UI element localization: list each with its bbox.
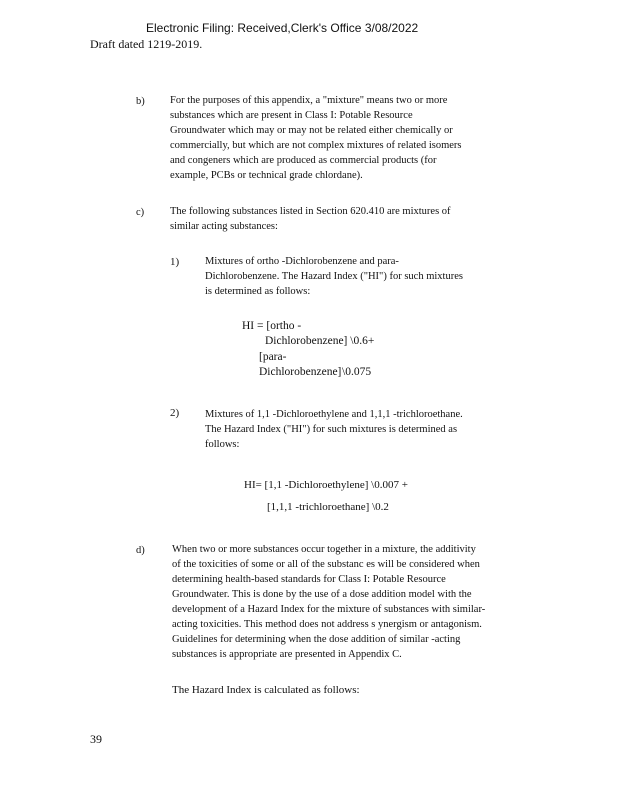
text-line: follows: [205,439,240,450]
text-line: determining health-based standards for Class I: Potable Resource [172,574,446,585]
text-line: acting toxicities. This method does not address s ynergism or antagonism. [172,619,482,630]
item-b-text [170,93,461,183]
formula-1-line-3: [para- [259,351,287,363]
closing-sentence: The Hazard Index is calculated as follows: [172,684,360,696]
formula-2-line-1: HI= [1,1 -Dichloroethylene] \0.007 + [244,479,408,491]
formula-1-line-2: Dichlorobenzene] \0.6+ [265,335,375,347]
text-line: Groundwater. This is done by the use of a dose addition model with the [172,589,472,600]
item-d-label: d) [136,545,145,556]
item-c-label: c) [136,207,145,218]
subitem-2-label: 2) [170,407,180,419]
text-line: Dichlorobenzene. The Hazard Index ("HI") for such mixtures [205,271,463,282]
text-line: substances is appropriate are presented in Appendix C. [172,649,402,660]
text-line: similar acting substances: [170,221,278,232]
subitem-1-label: 1) [170,256,180,268]
text-line: of the toxicities of some or all of the substanc es will be considered when [172,559,480,570]
text-line: The following substances listed in Section 620.410 are mixtures of [170,206,451,217]
text-line: The Hazard Index ("HI") for such mixtures is determined as [205,424,458,435]
text-line: example, PCBs or technical grade chlordane). [170,170,363,181]
text-line: When two or more substances occur together in a mixture, the additivity [172,544,476,555]
text-line: and congeners which are produced as commercial products (for [170,155,437,166]
text-line: Groundwater which may or may not be related either chemically or [170,125,453,136]
formula-1-line-4-divisor: \0.075 [342,366,372,378]
filing-stamp: Electronic Filing: Received,Clerk's Office 3/08/2022 [146,21,419,35]
text-line: Guidelines for determining when the dose addition of similar -acting [172,634,461,645]
formula-2-line-2: [1,1,1 -trichloroethane] \0.2 [267,501,389,513]
text-line: For the purposes of this appendix, a "mixture" means two or more [170,95,448,106]
text-line: Mixtures of ortho -Dichlorobenzene and para- [205,256,399,267]
formula-1-line-1: HI = [ortho - [242,320,302,332]
subitem-1-text [205,254,463,299]
item-b-label: b) [136,96,145,107]
draft-date: Draft dated 1219-2019. [90,37,203,51]
text-line: substances which are present in Class I: Potable Resource [170,110,413,121]
page-number: 39 [90,732,102,746]
subitem-2-text [205,407,463,452]
item-d-text [172,542,485,662]
item-c-text [170,204,451,234]
text-line: commercially, but which are not complex mixtures of related isomers [170,140,462,151]
formula-1-line-4: Dichlorobenzene] [259,366,342,378]
text-line: development of a Hazard Index for the mixture of substances with similar- [172,604,486,615]
text-line: Mixtures of 1,1 -Dichloroethylene and 1,1,1 -trichloroethane. [205,409,463,420]
text-line: is determined as follows: [205,286,311,297]
